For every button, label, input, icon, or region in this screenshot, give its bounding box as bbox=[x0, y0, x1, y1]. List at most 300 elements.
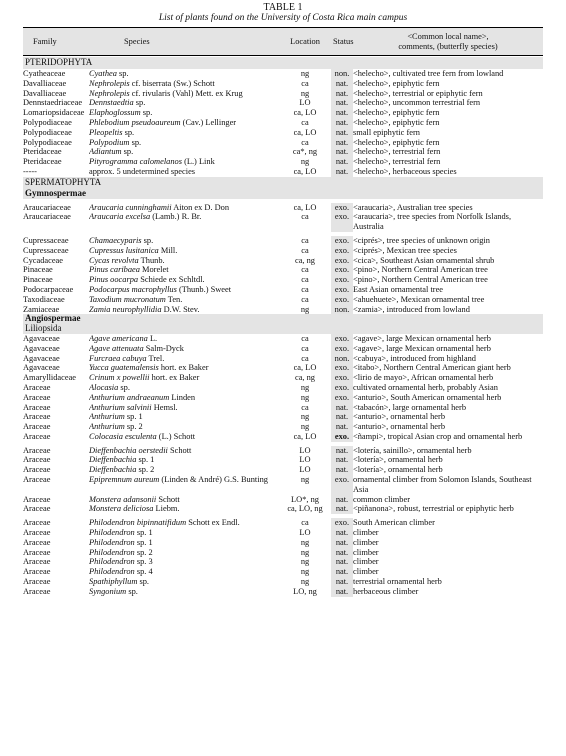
location-cell: LO bbox=[299, 445, 311, 455]
location-cell: ca bbox=[301, 294, 309, 304]
section-header bbox=[23, 57, 543, 69]
species-name: Philodendron bbox=[89, 547, 135, 557]
comment-cell: East Asian ornamental tree bbox=[353, 284, 443, 294]
species-cell bbox=[89, 403, 279, 413]
location-cell: ng bbox=[300, 304, 310, 314]
comment-cell: <helecho>, terrestrial or epiphytic fern bbox=[353, 88, 483, 98]
family-cell: Dennstaedriaceae bbox=[23, 98, 83, 108]
status-cell: exo. bbox=[331, 363, 353, 373]
subsection-header bbox=[23, 324, 543, 334]
status-cell: exo. bbox=[331, 344, 353, 354]
section-label: PTERIDOPHYTA bbox=[23, 57, 543, 69]
comment-cell: small epiphytic fern bbox=[353, 127, 420, 137]
comment-cell: <lirio de mayo>, African ornamental herb bbox=[353, 373, 494, 383]
status-cell: nat. bbox=[331, 577, 353, 587]
table-row bbox=[23, 567, 543, 577]
family-cell: Araceae bbox=[23, 586, 51, 596]
location-cell: ng bbox=[300, 422, 310, 432]
col-family: Family bbox=[23, 28, 89, 56]
subsection-header bbox=[23, 314, 543, 324]
species-author: sp. bbox=[133, 98, 146, 108]
species-author: sp. bbox=[121, 147, 134, 157]
species-author: sp. 1 bbox=[124, 412, 143, 422]
species-author: sp. bbox=[116, 69, 129, 78]
table-row bbox=[23, 98, 543, 108]
family-cell: Polypodiaceae bbox=[23, 127, 72, 137]
table-row bbox=[23, 246, 543, 256]
species-cell bbox=[89, 265, 279, 275]
location-cell: ng bbox=[300, 382, 310, 392]
species-author: sp. 3 bbox=[134, 557, 153, 567]
family-cell: Amaryllidaceae bbox=[23, 373, 77, 383]
status-cell: exo. bbox=[331, 256, 353, 266]
family-cell: Agavaceae bbox=[23, 353, 60, 363]
location-cell: ca bbox=[301, 353, 309, 363]
species-name: Philodendron bipinnatifidum bbox=[89, 518, 187, 528]
species-cell bbox=[89, 147, 279, 157]
status-cell: nat. bbox=[331, 446, 353, 456]
location-cell: ca, LO bbox=[293, 431, 317, 441]
comment-cell: <helecho>, terrestrial fern bbox=[353, 147, 441, 157]
location-cell: LO, ng bbox=[293, 586, 317, 596]
comment-cell: <ahuehuete>, Mexican ornamental tree bbox=[353, 294, 485, 304]
status-cell: nat. bbox=[331, 118, 353, 128]
comment-cell: <helecho>, epiphytic fern bbox=[353, 108, 440, 118]
species-author: (Lamb.) R. Br. bbox=[150, 212, 202, 222]
location-cell: ca, ng bbox=[295, 255, 315, 265]
table-row bbox=[23, 577, 543, 587]
family-cell: Araceae bbox=[23, 528, 51, 538]
comment-cell: <helecho>, cultivated tree fern from lowland bbox=[353, 69, 504, 78]
species-author: Thunb. bbox=[138, 255, 165, 265]
status-cell: nat. bbox=[331, 557, 353, 567]
family-cell: Pteridaceae bbox=[23, 147, 62, 157]
species-author: Aiton ex D. Don bbox=[171, 202, 230, 212]
species-author: sp. 1 bbox=[134, 528, 153, 538]
location-cell: ng bbox=[300, 475, 310, 485]
location-cell: ca*, ng bbox=[292, 147, 318, 157]
table-row bbox=[23, 108, 543, 118]
species-name: Monstera adansonii bbox=[89, 494, 157, 504]
species-author: sp. bbox=[122, 127, 135, 137]
table-row bbox=[23, 128, 543, 138]
location-cell: ca, LO bbox=[293, 127, 317, 137]
species-cell bbox=[89, 465, 279, 475]
species-cell bbox=[89, 557, 279, 567]
table-row bbox=[23, 138, 543, 148]
location-cell: LO bbox=[299, 455, 311, 465]
species-name: Syngonium bbox=[89, 586, 127, 596]
location-cell: ca bbox=[301, 265, 309, 275]
location-cell: ng bbox=[300, 557, 310, 567]
location-cell: ca bbox=[301, 235, 309, 245]
location-cell: ng bbox=[300, 157, 310, 167]
species-cell bbox=[89, 305, 279, 315]
status-cell: exo. bbox=[331, 275, 353, 285]
species-author: Ten. bbox=[165, 294, 183, 304]
comment-cell: <piñanona>, robust, terrestrial or epiphytic herb bbox=[353, 504, 514, 514]
status-cell: nat. bbox=[331, 79, 353, 89]
species-author: Linden bbox=[169, 392, 196, 402]
family-cell: Araceae bbox=[23, 465, 51, 475]
status-cell: exo. bbox=[331, 518, 353, 528]
location-cell: LO*, ng bbox=[291, 494, 319, 504]
status-cell: nat. bbox=[331, 528, 353, 538]
species-author: (L.) Link bbox=[181, 157, 215, 167]
comment-cell: climber bbox=[353, 528, 379, 538]
table-row bbox=[23, 334, 543, 344]
comment-cell: climber bbox=[353, 557, 379, 567]
species-name: Taxodium mucronatum bbox=[89, 294, 166, 304]
location-cell: ng bbox=[300, 412, 310, 422]
table-row bbox=[23, 236, 543, 246]
species-name: Anthurium salvinii bbox=[89, 402, 152, 412]
status-cell: exo. bbox=[331, 432, 353, 442]
species-cell bbox=[89, 412, 279, 422]
species-name: Anthurium bbox=[89, 422, 125, 432]
comment-cell: <lotería>, ornamental herb bbox=[353, 455, 443, 465]
family-cell: Araceae bbox=[23, 577, 51, 587]
location-cell: ca, LO bbox=[293, 363, 317, 373]
comment-cell: common climber bbox=[353, 494, 410, 504]
species-name: Nephrolepis bbox=[89, 78, 130, 88]
species-cell bbox=[89, 567, 279, 577]
species-author: Schiede ex Schltdl. bbox=[138, 275, 205, 285]
species-author: (Thunb.) Sweet bbox=[176, 284, 232, 294]
species-name: Pinus oocarpa bbox=[89, 275, 139, 285]
section-label: Angiospermae bbox=[23, 314, 543, 324]
status-cell: exo. bbox=[331, 203, 353, 213]
species-author: sp. 1 bbox=[136, 455, 155, 465]
species-author: L. bbox=[147, 333, 158, 343]
species-name: Cyathea bbox=[89, 69, 117, 78]
species-name: Pityrogramma calomelanos bbox=[89, 157, 182, 167]
location-cell: ng bbox=[300, 577, 310, 587]
species-name: Araucaria cunninghamii bbox=[89, 202, 172, 212]
species-author: approx. 5 undetermined species bbox=[89, 166, 196, 176]
table-row bbox=[23, 393, 543, 403]
species-author: Salm-Dyck bbox=[143, 343, 184, 353]
table-row bbox=[23, 518, 543, 528]
species-cell bbox=[89, 383, 279, 393]
species-cell bbox=[89, 587, 279, 597]
status-cell: exo. bbox=[331, 393, 353, 403]
family-cell: Pteridaceae bbox=[23, 157, 62, 167]
species-cell bbox=[89, 167, 279, 177]
species-author: sp. 1 bbox=[134, 537, 153, 547]
status-cell: nat. bbox=[331, 587, 353, 597]
table-row bbox=[23, 475, 543, 495]
family-cell: Araceae bbox=[23, 567, 51, 577]
species-author: cf. biserrata (Sw.) Schott bbox=[129, 78, 215, 88]
status-cell: nat. bbox=[331, 138, 353, 148]
family-cell: Agavaceae bbox=[23, 333, 60, 343]
species-name: Monstera deliciosa bbox=[89, 504, 154, 514]
species-name: Cupressus lusitanica bbox=[89, 245, 159, 255]
status-cell: nat. bbox=[331, 422, 353, 432]
table-row bbox=[23, 275, 543, 285]
table-row bbox=[23, 118, 543, 128]
comment-cell: <pino>, Northern Central American tree bbox=[353, 265, 488, 275]
col-status: Status bbox=[331, 28, 353, 56]
location-cell: LO bbox=[299, 98, 311, 108]
species-cell bbox=[89, 504, 279, 514]
species-author: Morelet bbox=[139, 265, 169, 275]
table-row bbox=[23, 167, 543, 177]
comment-cell: <anturio>, ornamental herb bbox=[353, 422, 446, 432]
species-author: hort. ex Baker bbox=[158, 363, 209, 373]
status-cell: nat. bbox=[331, 465, 353, 475]
table-title: TABLE 1 bbox=[263, 2, 303, 13]
species-author: Liebm. bbox=[153, 504, 180, 514]
table-row bbox=[23, 446, 543, 456]
table-row bbox=[23, 363, 543, 373]
section-label: Gymnospermae bbox=[23, 189, 543, 199]
family-cell: Polypodiaceae bbox=[23, 137, 72, 147]
species-author: sp. 2 bbox=[136, 465, 155, 475]
location-cell: ca, LO bbox=[293, 202, 317, 212]
species-name: Polypodium bbox=[89, 137, 130, 147]
comment-cell: climber bbox=[353, 547, 379, 557]
col-location: Location bbox=[279, 28, 331, 56]
table-row bbox=[23, 548, 543, 558]
family-cell: Taxodiaceae bbox=[23, 294, 65, 304]
status-cell: exo. bbox=[331, 334, 353, 344]
comment-cell: <helecho>, epiphytic fern bbox=[353, 117, 440, 127]
species-name: Dieffenbachia oerstedii bbox=[89, 445, 168, 455]
status-cell: exo. bbox=[331, 383, 353, 393]
species-name: Podocarpus macrophyllus bbox=[89, 284, 177, 294]
species-name: Philodendron bbox=[89, 528, 135, 538]
species-author: Hemsl. bbox=[151, 402, 178, 412]
species-author: sp. bbox=[118, 382, 130, 392]
species-cell bbox=[89, 373, 279, 383]
table-row bbox=[23, 212, 543, 232]
location-cell: ca, LO bbox=[293, 166, 317, 176]
table-row bbox=[23, 69, 543, 79]
species-cell bbox=[89, 446, 279, 456]
status-cell: nat. bbox=[331, 538, 353, 548]
location-cell: ca bbox=[301, 343, 309, 353]
species-name: Furcraea cabuya bbox=[89, 353, 147, 363]
family-cell: ----- bbox=[23, 166, 37, 176]
species-name: Elaphoglossum bbox=[89, 108, 141, 118]
status-cell: nat. bbox=[331, 89, 353, 99]
status-cell: non. bbox=[331, 305, 353, 315]
table-row bbox=[23, 157, 543, 167]
species-cell bbox=[89, 275, 279, 285]
status-cell: nat. bbox=[331, 412, 353, 422]
location-cell: ca bbox=[301, 245, 309, 255]
family-cell: Agavaceae bbox=[23, 363, 60, 373]
table-row bbox=[23, 383, 543, 393]
family-cell: Araceae bbox=[23, 402, 51, 412]
location-cell: ng bbox=[300, 567, 310, 577]
comment-cell: <lotería>, ornamental herb bbox=[353, 465, 443, 475]
species-author: Schott bbox=[167, 445, 192, 455]
family-cell: Araceae bbox=[23, 382, 51, 392]
col-species: Species bbox=[89, 28, 279, 56]
species-name: Dieffenbachia bbox=[89, 465, 137, 475]
table-row bbox=[23, 354, 543, 364]
family-cell: Pinaceae bbox=[23, 265, 53, 275]
comment-cell: <ñampi>, tropical Asian crop and ornamental herb bbox=[353, 431, 523, 441]
family-cell: Araucariaceae bbox=[23, 202, 71, 212]
status-cell: exo. bbox=[331, 373, 353, 383]
comment-cell: <agave>, large Mexican ornamental herb bbox=[353, 333, 491, 343]
table-row bbox=[23, 79, 543, 89]
table-subtitle: List of plants found on the University of Costa Rica main campus bbox=[158, 13, 408, 23]
family-cell: Araceae bbox=[23, 518, 51, 528]
family-cell: Davalliaceae bbox=[23, 88, 67, 98]
status-cell: nat. bbox=[331, 98, 353, 108]
table-row bbox=[23, 465, 543, 475]
species-name: Philodendron bbox=[89, 567, 135, 577]
comment-cell: <cabuya>, introduced from highland bbox=[353, 353, 476, 363]
species-cell bbox=[89, 256, 279, 266]
species-author: sp. bbox=[141, 235, 154, 245]
comment-cell: herbaceous climber bbox=[353, 586, 419, 596]
species-name: Cycas revolvta bbox=[89, 255, 139, 265]
family-cell: Podocarpaceae bbox=[23, 284, 74, 294]
species-cell bbox=[89, 475, 279, 495]
location-cell: LO bbox=[299, 465, 311, 475]
species-name: Adiantum bbox=[89, 147, 122, 157]
family-cell: Cupressaceae bbox=[23, 245, 69, 255]
family-cell: Araceae bbox=[23, 422, 51, 432]
location-cell: ca, ng bbox=[295, 373, 315, 383]
status-cell: nat. bbox=[331, 495, 353, 505]
family-cell: Polypodiaceae bbox=[23, 117, 72, 127]
species-author: Mill. bbox=[158, 245, 178, 255]
comment-cell: <helecho>, epiphytic fern bbox=[353, 78, 440, 88]
species-cell bbox=[89, 495, 279, 505]
comment-cell: ornamental climber from Solomon Islands, Southeast Asia bbox=[353, 475, 532, 494]
species-name: Philodendron bbox=[89, 557, 135, 567]
plant-table bbox=[23, 28, 543, 597]
header-row bbox=[23, 28, 543, 56]
species-author: (L.) Schott bbox=[156, 431, 196, 441]
species-author: Schott ex Endl. bbox=[186, 518, 240, 528]
status-cell: exo. bbox=[331, 236, 353, 246]
species-cell bbox=[89, 236, 279, 246]
comment-cell: <ciprés>, tree species of unknown origin bbox=[353, 235, 490, 245]
location-cell: ca bbox=[301, 212, 309, 222]
species-cell bbox=[89, 548, 279, 558]
comment-cell: climber bbox=[353, 537, 379, 547]
table-row bbox=[23, 538, 543, 548]
location-cell: ca bbox=[301, 78, 309, 88]
location-cell: ng bbox=[300, 537, 310, 547]
species-name: Anthurium andraeanum bbox=[89, 392, 170, 402]
species-author: sp. bbox=[137, 577, 150, 587]
species-cell bbox=[89, 344, 279, 354]
status-cell: non. bbox=[331, 354, 353, 364]
species-cell bbox=[89, 518, 279, 528]
col-comments bbox=[353, 28, 543, 56]
status-cell: exo. bbox=[331, 285, 353, 295]
species-cell bbox=[89, 455, 279, 465]
comment-cell: <itabo>, Northern Central American giant herb bbox=[353, 363, 511, 373]
species-cell bbox=[89, 363, 279, 373]
section-label: Liliopsida bbox=[23, 324, 543, 334]
species-name: Agave attenuata bbox=[89, 343, 144, 353]
status-cell: nat. bbox=[331, 455, 353, 465]
table-row bbox=[23, 89, 543, 99]
status-cell: nat. bbox=[331, 108, 353, 118]
status-cell: nat. bbox=[331, 567, 353, 577]
species-author: Schott bbox=[156, 494, 180, 504]
species-name: Dennstaedtia bbox=[89, 98, 134, 108]
comment-cell: <pino>, Northern Central American tree bbox=[353, 275, 488, 285]
location-cell: ca bbox=[301, 284, 309, 294]
table-row bbox=[23, 412, 543, 422]
family-cell: Araceae bbox=[23, 557, 51, 567]
location-cell: ca bbox=[301, 117, 309, 127]
family-cell: Davalliaceae bbox=[23, 78, 67, 88]
location-cell: ca bbox=[301, 137, 309, 147]
species-cell bbox=[89, 203, 279, 213]
species-name: Philodendron bbox=[89, 537, 135, 547]
location-cell: ng bbox=[300, 547, 310, 557]
species-cell bbox=[89, 393, 279, 403]
family-cell: Araceae bbox=[23, 494, 51, 504]
table-row bbox=[23, 203, 543, 213]
comment-cell: <agave>, large Mexican ornamental herb bbox=[353, 343, 491, 353]
subsection-header bbox=[23, 189, 543, 199]
species-name: Crinum x powellii bbox=[89, 373, 150, 383]
table-row bbox=[23, 256, 543, 266]
section-label: SPERMATOPHYTA bbox=[23, 177, 543, 189]
species-author: sp. 4 bbox=[134, 567, 153, 577]
species-cell bbox=[89, 89, 279, 99]
table-row bbox=[23, 265, 543, 275]
status-cell: nat. bbox=[331, 157, 353, 167]
status-cell: exo. bbox=[331, 212, 353, 232]
table-row bbox=[23, 455, 543, 465]
comment-cell: climber bbox=[353, 567, 379, 577]
species-author: sp. 2 bbox=[134, 547, 153, 557]
table-row bbox=[23, 432, 543, 442]
species-name: Zamia neurophyllidia bbox=[89, 304, 162, 314]
species-author: sp. bbox=[129, 137, 142, 147]
family-cell: Araucariaceae bbox=[23, 212, 71, 222]
comment-cell: <helecho>, epiphytic fern bbox=[353, 137, 440, 147]
table-row bbox=[23, 403, 543, 413]
table-row bbox=[23, 285, 543, 295]
species-cell bbox=[89, 212, 279, 232]
family-cell: Araceae bbox=[23, 455, 51, 465]
comment-cell: <araucaria>, tree species from Norfolk Islands, Australia bbox=[353, 212, 512, 232]
table-row bbox=[23, 528, 543, 538]
species-author: cf. rivularis (Vahl) Mett. ex Krug bbox=[129, 88, 243, 98]
family-cell: Araceae bbox=[23, 392, 51, 402]
table-row bbox=[23, 344, 543, 354]
col-comments-line1: <Common local name>, bbox=[407, 31, 489, 41]
species-cell bbox=[89, 422, 279, 432]
comment-cell: <tabacón>, large ornamental herb bbox=[353, 402, 467, 412]
comment-cell: <araucaria>, Australian tree species bbox=[353, 202, 473, 212]
species-name: Pinus caribaea bbox=[89, 265, 140, 275]
status-cell: exo. bbox=[331, 475, 353, 495]
species-cell bbox=[89, 98, 279, 108]
family-cell: Araceae bbox=[23, 547, 51, 557]
table-row bbox=[23, 422, 543, 432]
location-cell: ca bbox=[301, 275, 309, 285]
comment-cell: South American climber bbox=[353, 518, 435, 528]
location-cell: LO bbox=[299, 528, 311, 538]
location-cell: ca bbox=[301, 402, 309, 412]
